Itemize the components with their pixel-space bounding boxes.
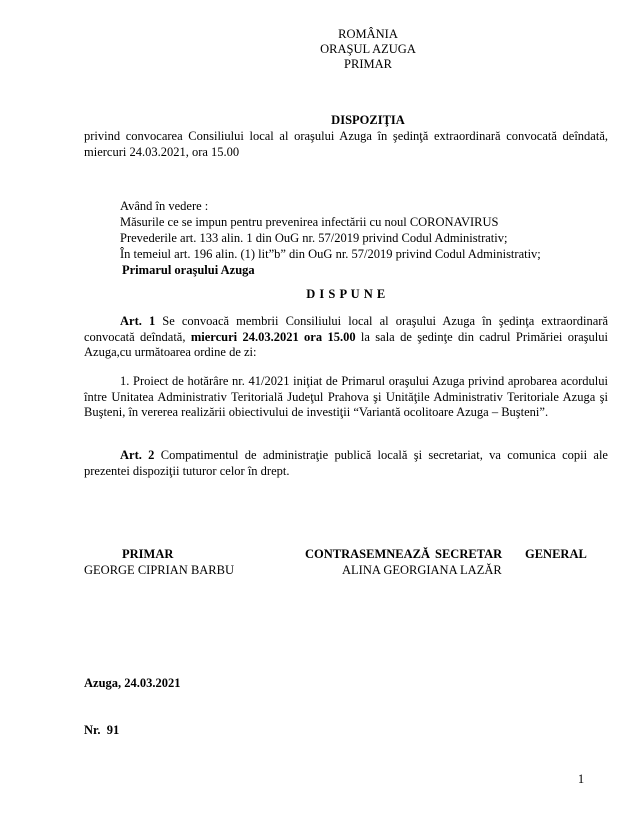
issue-place-date: Azuga, 24.03.2021 [84,676,181,690]
article-1-label: Art. 1 [120,314,156,328]
document-title: DISPOZIŢIA [331,113,405,127]
letterhead [84,27,630,72]
preamble [84,198,608,278]
letterhead-city: ORAŞUL AZUGA [320,42,416,56]
letterhead-country: ROMÂNIA [338,27,398,41]
preamble-line: Prevederile art. 133 alin. 1 din OuG nr. 57/2019 privind Codul Administrativ; [120,231,508,245]
agenda-item-1: 1. Proiect de hotărâre nr. 41/2021 iniţiat de Primarul oraşului Azuga privind aprobarea acordului între Unitatea Administrativ Teritorială Judeţul Prahova şi Unităţile Administrativ Teritoriale Azuga şi Buşteni, în vererea realizării obiectivului de investiţii “Variantă ocolitoare Azuga – Buşteni”. [84,374,608,419]
document-subtitle: privind convocarea Consiliului local al oraşului Azuga în şedinţă extraordinară convocată deîndată, miercuri 24.03.2021, ora 15.00 [84,129,608,159]
issue-block [84,645,608,769]
page-number: 1 [577,772,585,786]
countersign-label: CONTRASEMNEAZĂ [305,547,431,561]
secretary-title-word: SECRETAR [435,547,503,561]
article-2 [84,448,608,479]
issue-number: Nr. 91 [84,722,120,737]
preamble-intro: Având în vedere : [120,199,209,213]
preamble-issuer: Primarul oraşului Azuga [122,263,255,277]
secretary-name: ALINA GEORGIANA LAZĂR [342,562,502,577]
dispune-heading: D I S P U N E [306,287,386,301]
article-1-date: miercuri 24.03.2021 ora 15.00 [190,329,356,344]
signature-names-row [84,563,608,579]
article-1-text-after: la sala de şedinţe din cadrul Primăriei oraşului Azuga,cu următoarea ordine de zi: [84,329,608,359]
mayor-title: PRIMAR [122,547,174,561]
signature-block [84,547,608,580]
preamble-line: În temeiul art. 196 alin. (1) lit”b” din OuG nr. 57/2019 privind Codul Administrativ; [120,247,541,261]
mayor-name: GEORGE CIPRIAN BARBU [84,562,235,577]
preamble-line: Măsurile ce se impun pentru prevenirea infectării cu noul CORONAVIRUS [120,215,499,229]
letterhead-office: PRIMAR [344,57,392,71]
article-1-text-before: Se convoacă membrii Consiliului local al oraşului Azuga în şedinţa extraordinară convocată deîndată, [84,314,608,344]
article-1 [84,314,608,361]
article-2-text: Compatimentul de administraţie publică locală şi secretariat, va comunica copii ale prezentei dispoziţii tuturor celor în drept. [84,448,608,478]
signature-titles-row [84,547,608,563]
general-title-word: GENERAL [525,547,587,561]
article-2-label: Art. 2 [120,448,155,462]
